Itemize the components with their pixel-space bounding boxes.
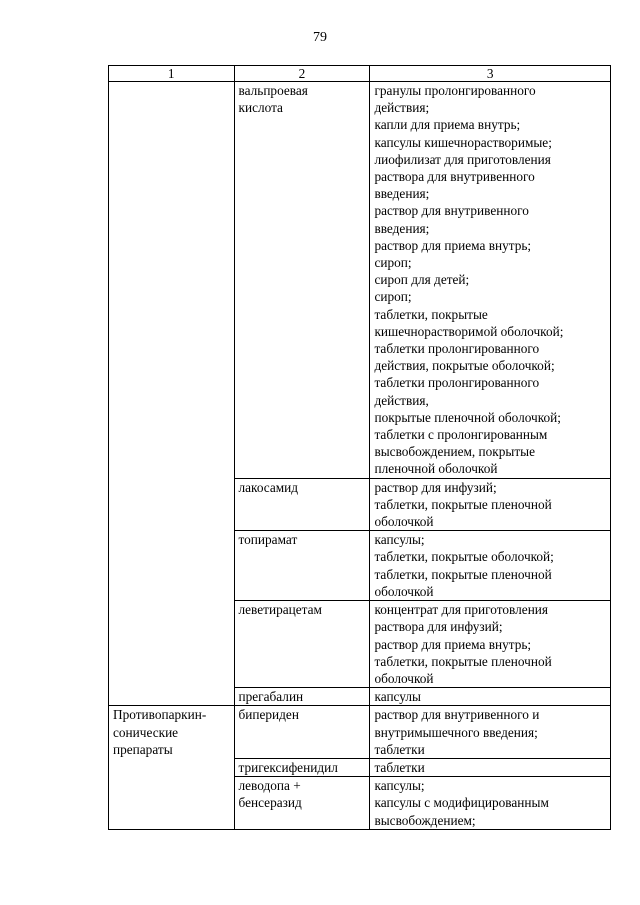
cell-line: леветирацетам — [238, 602, 322, 618]
dosage-forms-cell — [370, 531, 611, 601]
cell-line: действия, покрытые оболочкой; — [374, 358, 555, 374]
drug-name-cell — [234, 531, 370, 601]
cell-line: раствор для внутривенного — [374, 203, 529, 219]
cell-line: капсулы — [374, 689, 421, 705]
table-header-row — [109, 66, 611, 82]
cell-line: сироп; — [374, 255, 412, 271]
cell-line: сонические — [113, 724, 179, 740]
cell-line: таблетки — [374, 759, 425, 775]
cell-line: таблетки с пролонгированным — [374, 427, 548, 443]
cell-line: капсулы с модифицированным — [374, 795, 549, 811]
cell-line: раствор для внутривенного и — [374, 707, 540, 723]
dosage-forms-cell — [370, 688, 611, 706]
dosage-forms-cell — [370, 758, 611, 776]
cell-line: раствора для инфузий; — [374, 619, 503, 635]
cell-line: раствор для инфузий; — [374, 479, 497, 495]
cell-line: пленочной оболочкой — [374, 461, 498, 477]
cell-line: бенсеразид — [238, 795, 302, 811]
cell-line: препараты — [113, 741, 173, 757]
drug-table — [108, 65, 611, 830]
cell-line: покрытые пленочной оболочкой; — [374, 409, 561, 425]
cell-line: высвобождением; — [374, 812, 476, 828]
cell-line: действия, — [374, 392, 429, 408]
cell-line: раствора для внутривенного — [374, 169, 535, 185]
cell-line: оболочкой — [374, 670, 434, 686]
cell-line: оболочкой — [374, 514, 434, 530]
drug-name-cell — [234, 777, 370, 830]
drug-name-cell — [234, 706, 370, 759]
cell-line: действия; — [374, 100, 430, 116]
dosage-forms-cell — [370, 82, 611, 479]
cell-line: капсулы кишечнорастворимые; — [374, 134, 552, 150]
dosage-forms-cell — [370, 777, 611, 830]
cell-line: оболочкой — [374, 583, 434, 599]
cell-line: таблетки пролонгированного — [374, 341, 540, 357]
cell-line: таблетки, покрытые пленочной — [374, 496, 552, 512]
drug-name-cell — [234, 478, 370, 531]
cell-line: раствор для приема внутрь; — [374, 636, 532, 652]
cell-line: таблетки, покрытые пленочной — [374, 566, 552, 582]
cell-line: таблетки, покрытые пленочной — [374, 653, 552, 669]
drug-name-cell — [234, 758, 370, 776]
cell-line: сироп для детей; — [374, 272, 470, 288]
cell-line: введения; — [374, 186, 430, 202]
cell-line: капли для приема внутрь; — [374, 117, 521, 133]
page-number: 79 — [313, 30, 327, 45]
cell-line: кишечнорастворимой оболочкой; — [374, 323, 564, 339]
drug-name-cell — [234, 82, 370, 479]
dosage-forms-cell — [370, 706, 611, 759]
cell-line: введения; — [374, 220, 430, 236]
cell-line: топирамат — [238, 532, 298, 548]
dosage-forms-cell — [370, 601, 611, 688]
cell-line: высвобождением, покрытые — [374, 444, 535, 460]
group-cell — [109, 706, 235, 829]
dosage-forms-cell — [370, 478, 611, 531]
cell-line: леводопа + — [238, 778, 301, 794]
cell-line: тригексифенидил — [238, 759, 338, 775]
table-row — [109, 82, 611, 479]
cell-line: внутримышечного введения; — [374, 724, 538, 740]
cell-line: концентрат для приготовления — [374, 602, 549, 618]
cell-line: кислота — [238, 100, 283, 116]
group-cell — [109, 82, 235, 706]
drug-name-cell — [234, 601, 370, 688]
cell-line: капсулы; — [374, 532, 425, 548]
cell-line: таблетки — [374, 741, 425, 757]
cell-line: лиофилизат для приготовления — [374, 151, 551, 167]
cell-line: лакосамид — [238, 479, 299, 495]
cell-line: сироп; — [374, 289, 412, 305]
table-row — [109, 706, 611, 759]
cell-line: гранулы пролонгированного — [374, 83, 536, 98]
cell-line: капсулы; — [374, 778, 425, 794]
cell-line: таблетки пролонгированного — [374, 375, 540, 391]
drug-name-cell — [234, 688, 370, 706]
column-header-1: 1 — [109, 66, 235, 82]
cell-line: бипериден — [238, 707, 299, 723]
cell-line: таблетки, покрытые оболочкой; — [374, 549, 554, 565]
cell-line: таблетки, покрытые — [374, 306, 488, 322]
cell-line: Противопаркин- — [113, 707, 207, 723]
cell-line: вальпроевая — [238, 83, 308, 98]
cell-line: прегабалин — [238, 689, 304, 705]
cell-line: раствор для приема внутрь; — [374, 237, 532, 253]
column-header-2: 2 — [234, 66, 370, 82]
column-header-3: 3 — [370, 66, 611, 82]
